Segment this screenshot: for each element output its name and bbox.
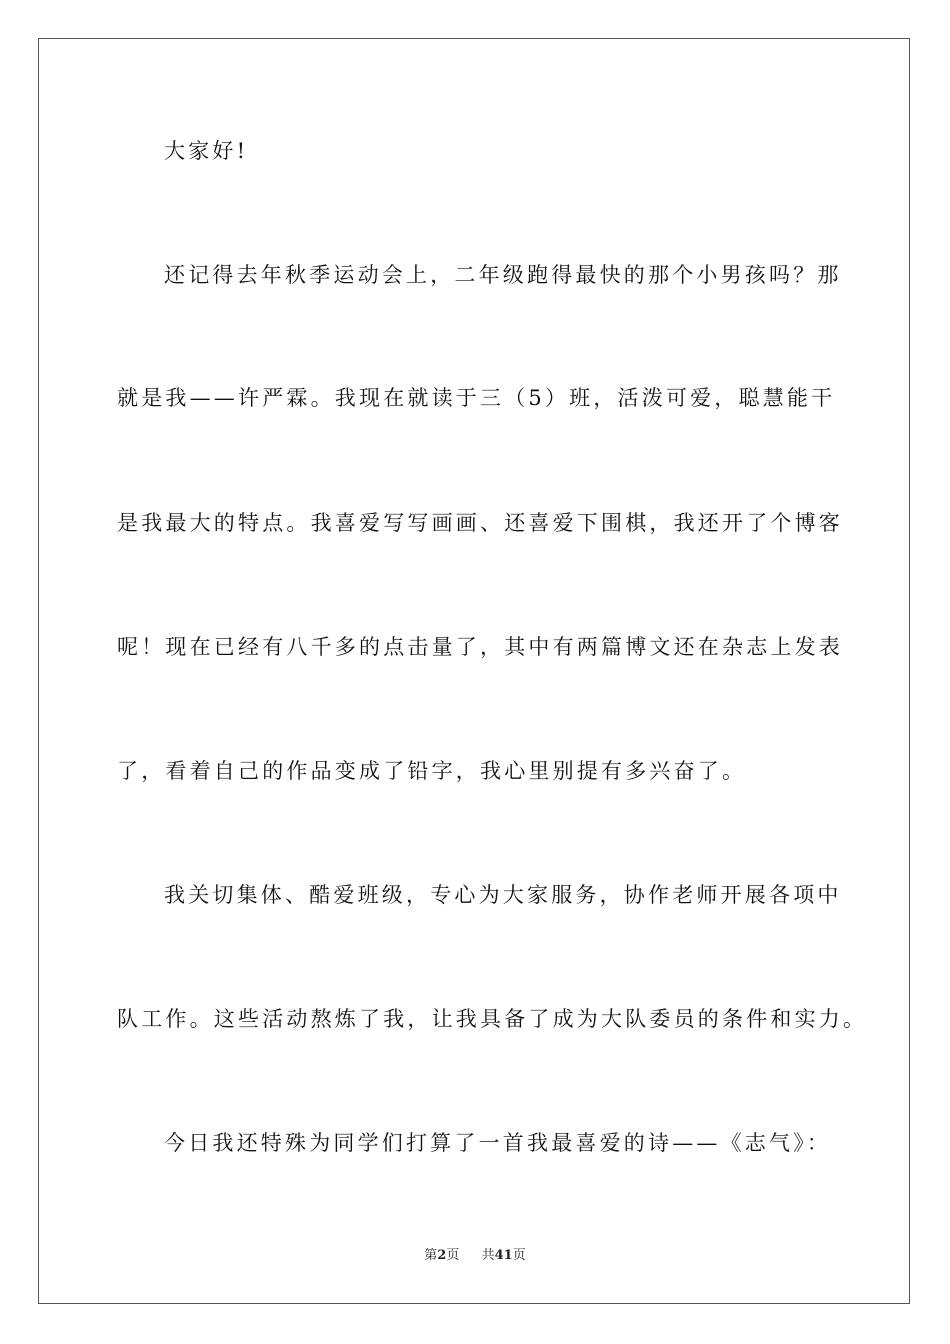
total-prefix: 共 <box>481 1248 495 1263</box>
text-line: 还记得去年秋季运动会上，二年级跑得最快的那个小男孩吗？那 <box>164 263 842 287</box>
page-suffix: 页 <box>446 1248 460 1263</box>
text-line: 是我最大的特点。我喜爱写写画画、还喜爱下围棋，我还开了个博客 <box>117 511 843 535</box>
text-line: 呢！现在已经有八千多的点击量了，其中有两篇博文还在杂志上发表 <box>117 635 843 659</box>
page-footer <box>0 1247 950 1265</box>
text-line: 今日我还特殊为同学们打算了一首我最喜爱的诗——《志气》： <box>164 1131 832 1155</box>
total-pages: 41 <box>494 1248 513 1263</box>
page-number: 2 <box>437 1248 447 1263</box>
text-line: 大家好! <box>164 139 249 163</box>
text-line: 了，看着自己的作品变成了铅字，我心里别提有多兴奋了。 <box>117 759 747 783</box>
total-suffix: 页 <box>512 1248 526 1263</box>
page-prefix: 第 <box>424 1248 438 1263</box>
text-line: 就是我——许严霖。我现在就读于三（5）班，活泼可爱，聪慧能干 <box>117 386 836 410</box>
text-line: 我关切集体、酷爱班级，专心为大家服务，协作老师开展各项中 <box>164 883 842 907</box>
text-line: 队工作。这些活动熬炼了我，让我具备了成为大队委员的条件和实力。 <box>117 1007 868 1031</box>
page-border <box>38 38 910 1304</box>
